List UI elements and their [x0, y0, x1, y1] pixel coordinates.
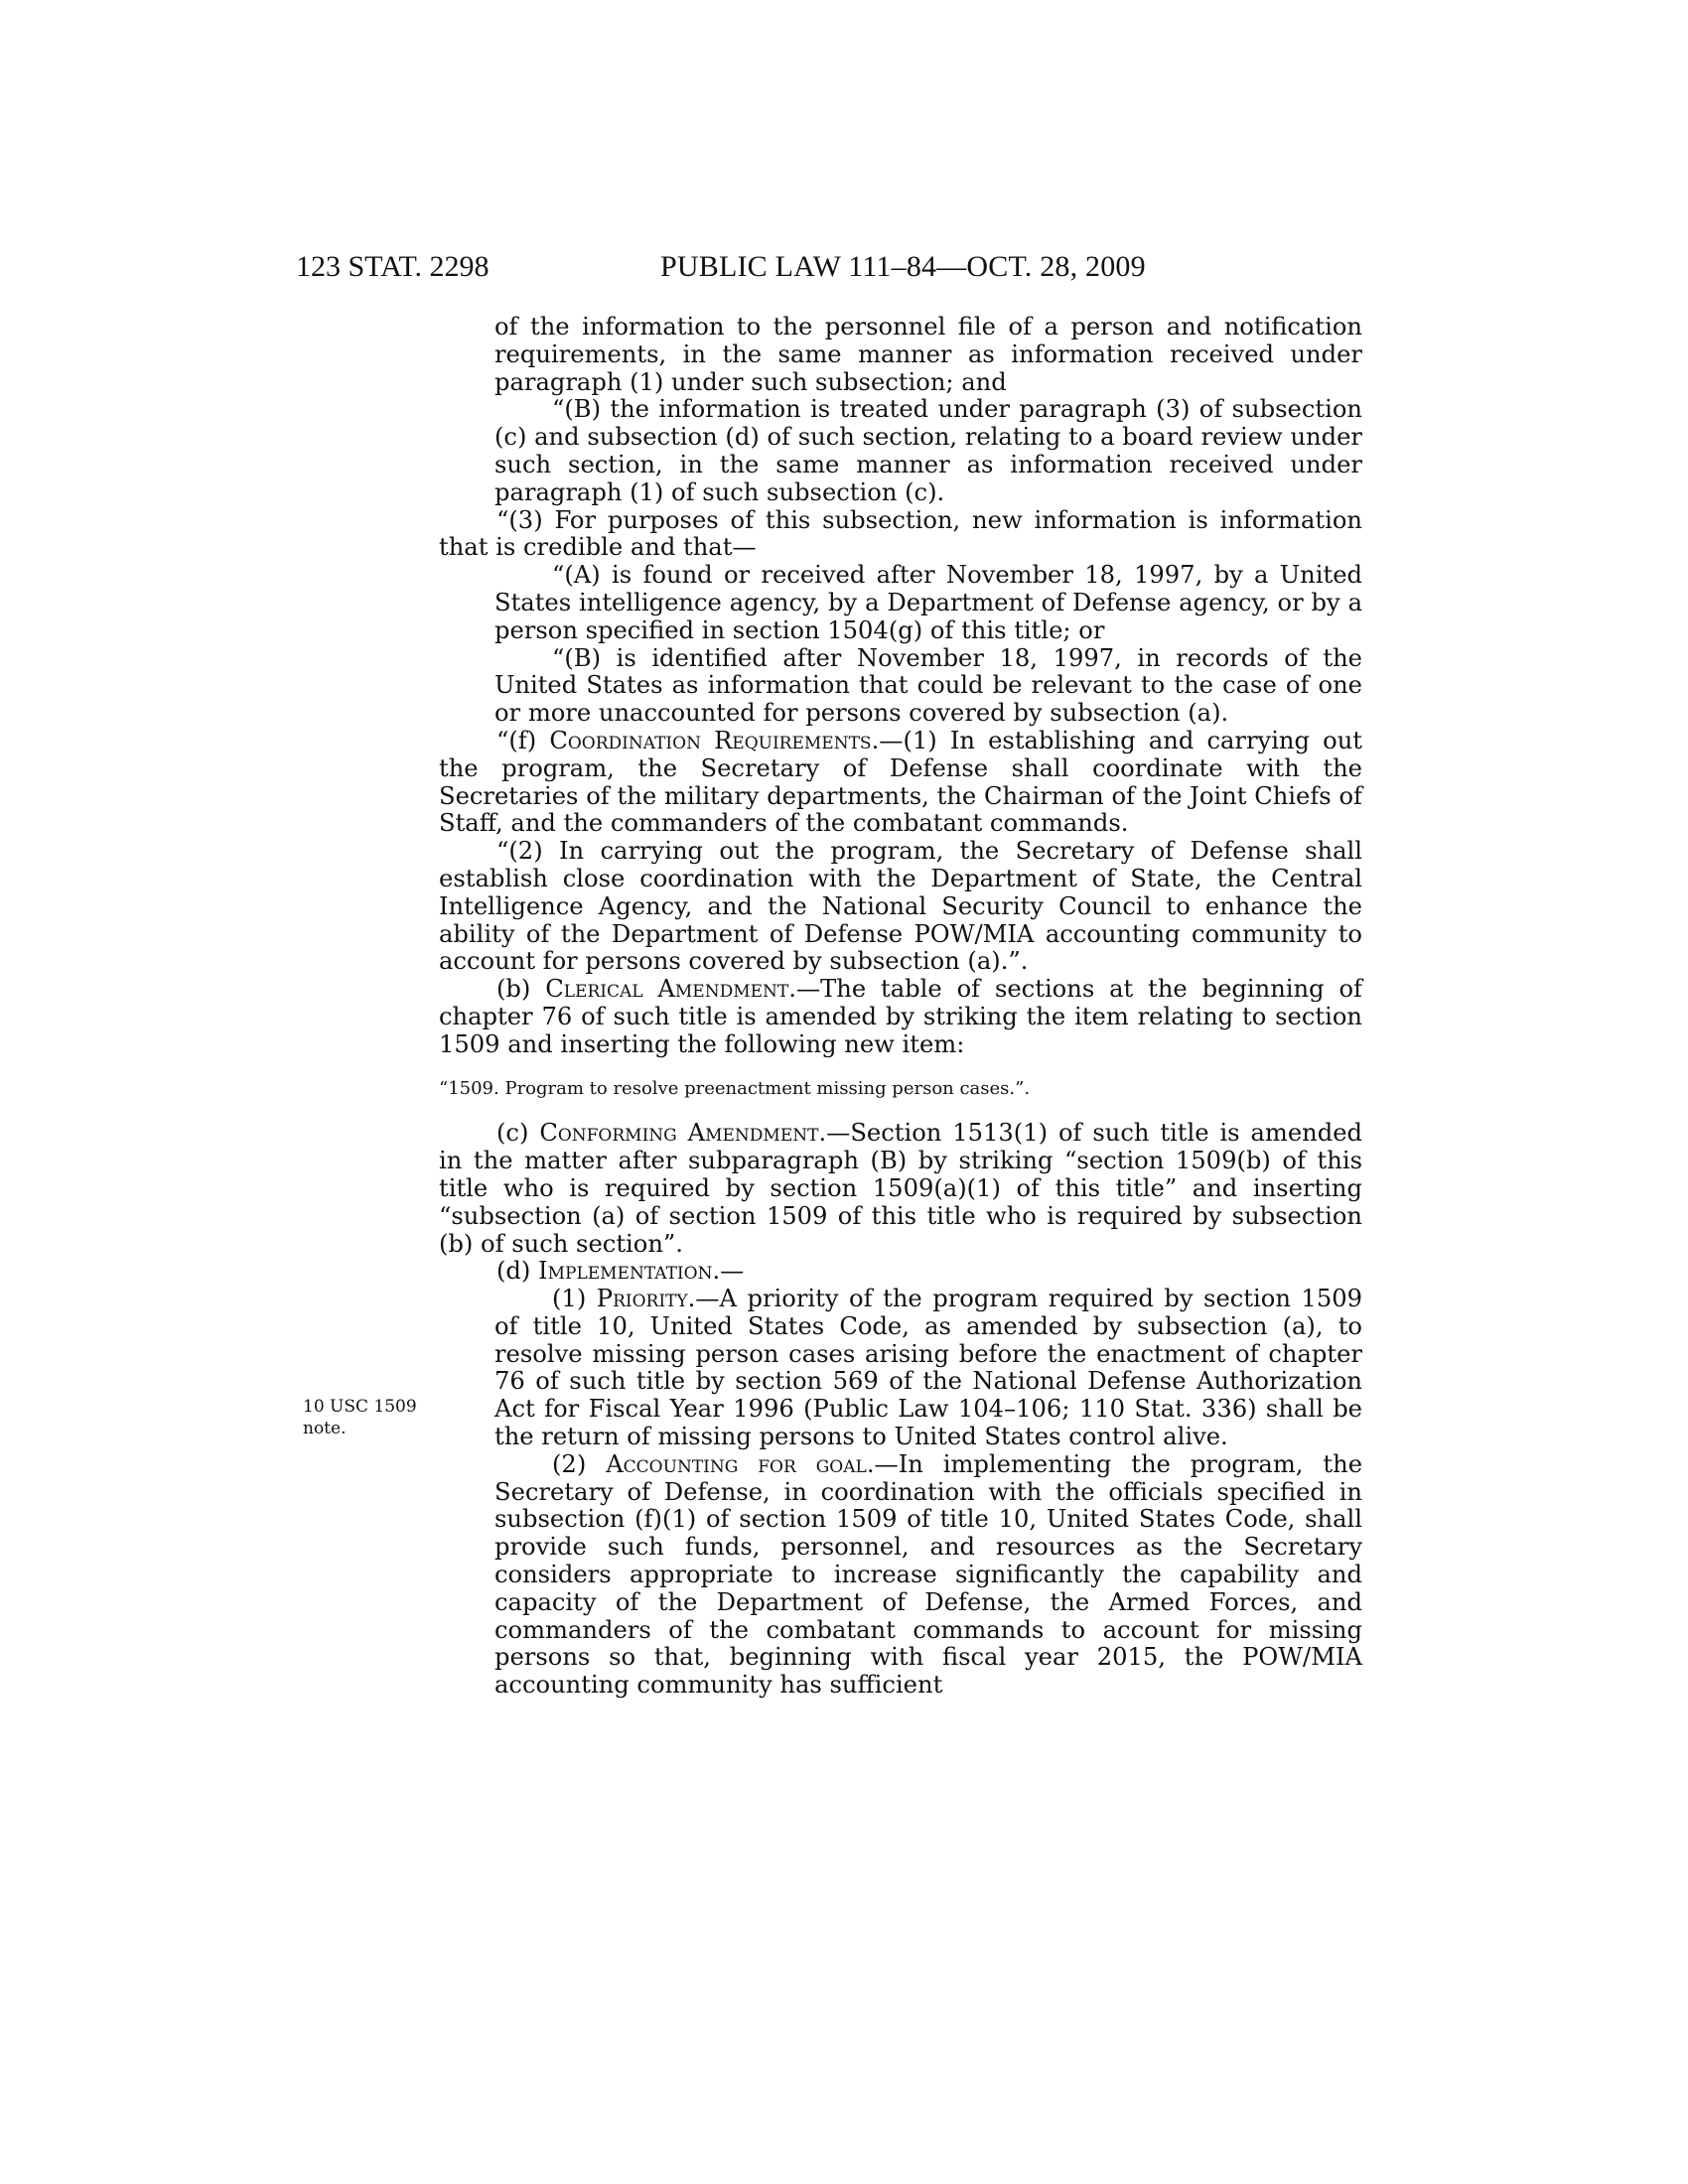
- margin-note: [303, 1396, 417, 1439]
- paragraph-text: .—: [712, 1257, 745, 1286]
- paragraph: [494, 1286, 1362, 1451]
- section-heading: Conforming Amendment: [539, 1119, 819, 1148]
- paragraph: [494, 1451, 1362, 1700]
- page-header: [0, 250, 1688, 290]
- section-heading: Clerical Amendment: [545, 975, 789, 1004]
- paragraph-text: .—Section 1513(1) of such title is amended in the matter after subparagraph (B) by striking “section 1509(b) of this title who is required by section 1509(a)(1) of this title” and inserting “subsection (a) of section 1509 of this title who is required by subsection (b) of such section”.: [439, 1119, 1363, 1258]
- paragraph-text: .—The table of sections at the beginning of chapter 76 of such title is amended by striking the item relating to section 1509 and inserting the following new item:: [439, 975, 1362, 1058]
- paragraph-text: .—(1) In establishing and carrying out the program, the Secretary of Defense shall coordinate with the Secretaries of the military departments, the Chairman of the Joint Chiefs of Staff, and the commanders of the combatant commands.: [439, 726, 1362, 838]
- paragraph-lead: (2): [552, 1449, 607, 1478]
- paragraph: “(2) In carrying out the program, the Secretary of Defense shall establish close coordination with the Department of State, the Central Intelligence Agency, and the National Security Council to enhance the ability of the Department of Defense POW/MIA accounting community to account for persons covered by subsection (a).”.: [439, 837, 1362, 976]
- section-heading: Coordination Requirements: [549, 726, 872, 754]
- paragraph-lead: (c): [496, 1119, 540, 1148]
- statute-citation: 123 STAT. 2298: [296, 250, 490, 283]
- section-heading: Implementation: [538, 1257, 713, 1286]
- paragraph: [439, 728, 1362, 838]
- paragraph: [439, 1258, 1362, 1286]
- public-law-citation: PUBLIC LAW 111–84—OCT. 28, 2009: [660, 250, 1146, 283]
- paragraph-lead: (b): [496, 975, 546, 1004]
- paragraph-text: “(3) For purposes of this subsection, new information is information that is credible and that—: [439, 505, 1362, 562]
- table-of-sections-item: “1509. Program to resolve preenactment missing person cases.”.: [439, 1077, 1031, 1099]
- margin-note-line: note.: [303, 1419, 347, 1438]
- paragraph: “(A) is found or received after November 18, 1997, by a United States intelligence agency, by a Department of Defense agency, or by a person specified in section 1504(g) of this title; or: [494, 561, 1362, 644]
- section-heading: Priority: [596, 1285, 688, 1313]
- paragraph-text: .—A priority of the program required by section 1509 of title 10, United States Code, as amended by subsection (a), to resolve missing person cases arising before the enactment of chapter 76 of such title by section 569 of the National Defense Authorization Act for Fiscal Year 1996 (Public Law 104–106; 110 Stat. 336) shall be the return of missing persons to United States control alive.: [494, 1285, 1362, 1451]
- paragraph: of the information to the personnel file of a person and notification requirements, in the same manner as information received under paragraph (1) under such subsection; and: [494, 313, 1362, 396]
- paragraph: [439, 1120, 1362, 1258]
- paragraph-lead: (1): [552, 1285, 597, 1313]
- paragraph: “(B) the information is treated under paragraph (3) of subsection (c) and subsection (d) of such section, relating to a board review under such section, in the same manner as information received under paragraph (1) of such subsection (c).: [494, 395, 1362, 506]
- paragraph: [439, 976, 1362, 1058]
- paragraph: “(B) is identified after November 18, 1997, in records of the United States as information that could be relevant to the case of one or more unaccounted for persons covered by subsection (a).: [494, 643, 1362, 728]
- margin-note-line: 10 USC 1509: [303, 1397, 417, 1417]
- paragraph-text: .—In implementing the program, the Secretary of Defense, in coordination with the officials specified in subsection (f)(1) of section 1509 of title 10, United States Code, shall provide such funds, personnel, and resources as the Secretary considers appropriate to increase significantly the capability and capacity of the Department of Defense, the Armed Forces, and commanders of the combatant commands to account for missing persons so that, beginning with fiscal year 2015, the POW/MIA accounting community has sufficient: [494, 1449, 1363, 1700]
- paragraph-lead: (d): [496, 1257, 539, 1286]
- document-body: [439, 313, 1363, 1700]
- section-heading: Accounting for goal: [606, 1449, 867, 1478]
- paragraph-lead: “(f): [496, 726, 550, 754]
- paragraph: [439, 507, 1362, 563]
